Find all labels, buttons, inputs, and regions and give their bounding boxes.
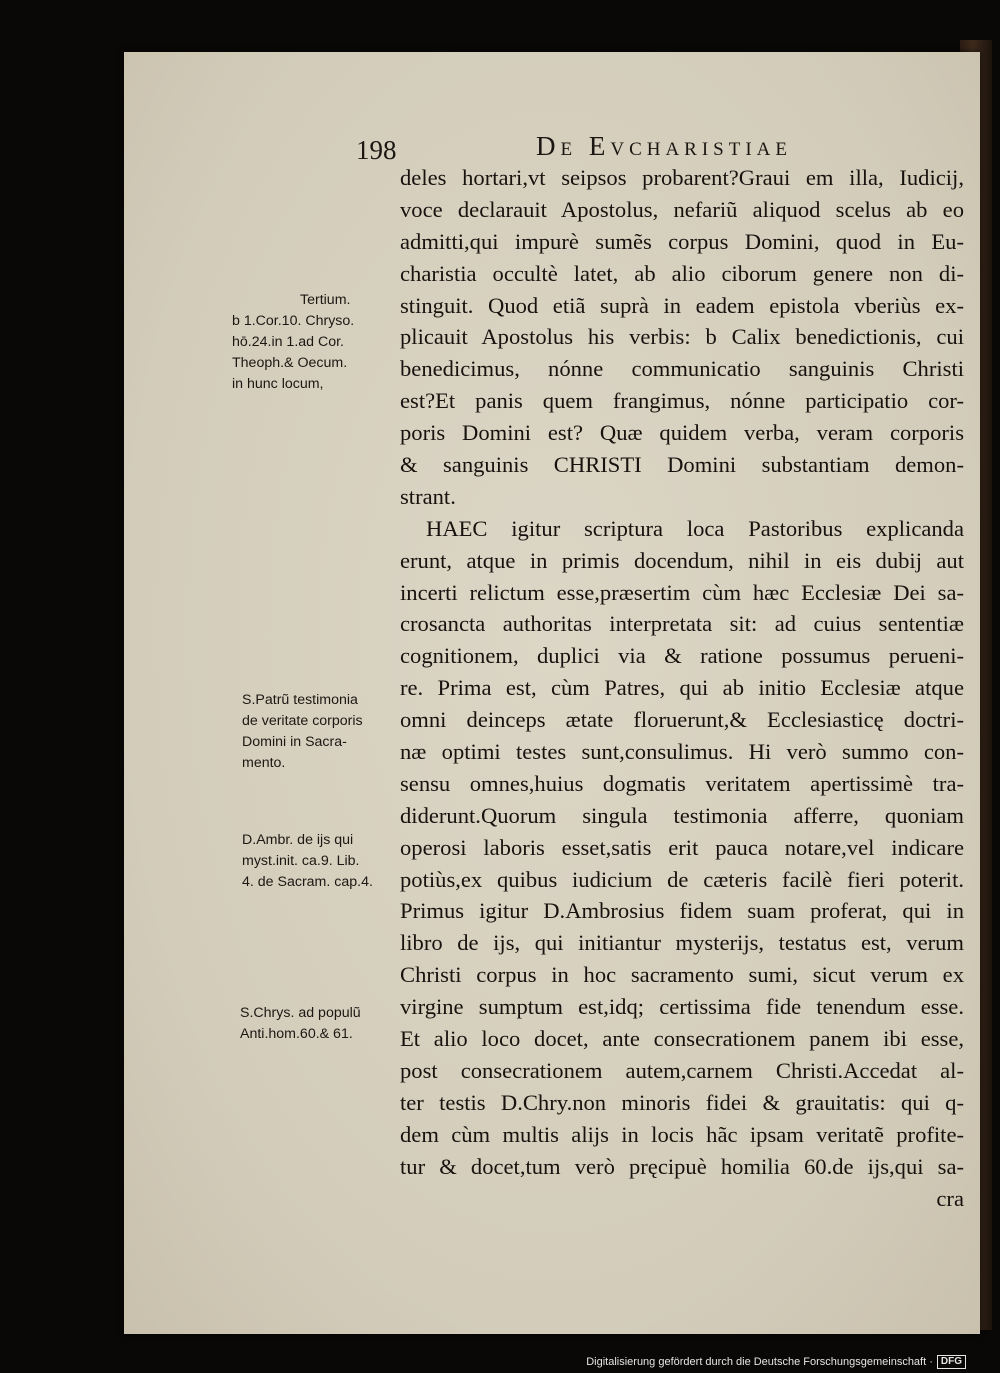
text-line: plicauit Apostolus his verbis: b Calix benedictionis, cui (400, 324, 964, 350)
text-line: deles hortari,vt seipsos probarent?Graui em illa, Iudicij, (400, 165, 964, 190)
text-line: ter testis D.Chry.non minoris fidei & grauitatis: qui q- (400, 1089, 964, 1115)
marginal-line: D.Ambr. de ijs qui (242, 832, 354, 848)
text-line: crosancta authoritas interpretata sit: ad cuius sententiæ (400, 611, 964, 637)
marginal-line: S.Chrys. ad populũ (240, 1005, 361, 1021)
text-line: operosi laboris esset,satis erit pauca notare,vel indicare (400, 834, 964, 860)
text-line: admitti,qui impurè sumẽs corpus Domini, quod in Eu- (400, 228, 964, 254)
marginal-line: Domini in Sacra- (242, 734, 347, 750)
marginal-note-patrum (242, 690, 402, 774)
marginal-line: Anti.hom.60.& 61. (240, 1026, 353, 1042)
text-line: diderunt.Quorum singula testimonia afferre, quoniam (400, 802, 964, 828)
running-title: De Evcharistiae (536, 131, 793, 161)
text-line: Et alio loco docet, ante consecrationem panem ibi esse, (400, 1026, 964, 1052)
text-line: virgine sumptum est,idq; certissima fide tenendum esse. (400, 994, 964, 1020)
catchword: cra (936, 1185, 964, 1211)
main-text (400, 162, 964, 1214)
text-line: cognitionem, duplici via & ratione possumus perueni- (400, 643, 964, 669)
marginal-line: Tertium. (300, 292, 351, 308)
text-line: stinguit. Quod etiã suprà in eadem epistola vberiùs ex- (400, 292, 964, 318)
marginal-line: b 1.Cor.10. Chryso. (232, 313, 355, 329)
marginal-note-ambrosius (242, 830, 407, 893)
text-line: post consecrationem autem,carnem Christi.Accedat al- (400, 1057, 964, 1083)
marginal-line: myst.init. ca.9. Lib. (242, 853, 360, 869)
marginal-line: de veritate corporis (242, 713, 363, 729)
text-line: libro de ijs, qui initiantur mysterijs, testatus est, verum (400, 930, 964, 956)
text-line: strant. (400, 483, 456, 509)
text-line: næ optimi testes sunt,consulimus. Hi verò summo con- (400, 739, 964, 765)
marginal-line: hō.24.in 1.ad Cor. (232, 334, 345, 350)
marginal-line: 4. de Sacram. cap.4. (242, 874, 373, 890)
text-line: potiùs,ex quibus iudicium de cæteris facilè fieri poterit. (400, 866, 964, 892)
text-line: benedicimus, nónne communicatio sanguinis Christi (400, 356, 964, 382)
text-line: HAEC igitur scriptura loca Pastoribus explicanda (426, 515, 964, 541)
marginal-line: S.Patrũ testimonia (242, 692, 358, 708)
text-line: omni deinceps ætate floruerunt,& Ecclesiasticę doctri- (400, 707, 964, 733)
text-line: voce declarauit Apostolus, nefariũ aliquod scelus ab eo (400, 196, 964, 222)
text-line: est?Et panis quem frangimus, nónne participatio cor- (400, 388, 964, 414)
page-number: 198 (356, 135, 397, 165)
text-line: incerti relictum esse,præsertim cùm hæc Ecclesiæ Dei sa- (400, 579, 964, 605)
marginal-line: Theoph.& Oecum. (232, 355, 348, 371)
dfg-logo: DFG (937, 1355, 966, 1369)
text-line: charistia occultè latet, ab alio ciborum genere non di- (400, 260, 964, 286)
funding-credit: Digitalisierung gefördert durch die Deutsche Forschungsgemeinschaft · (586, 1356, 933, 1368)
marginal-note-tertium (232, 290, 400, 395)
text-line: sensu omnes,huius dogmatis veritatem apertissimè tra- (400, 770, 964, 796)
text-line: poris Domini est? Quæ quidem verba, veram corporis (400, 420, 964, 446)
marginal-line: in hunc locum, (232, 376, 324, 392)
digitization-footer (586, 1355, 966, 1369)
marginal-line: mento. (242, 755, 286, 771)
text-line: & sanguinis CHRISTI Domini substantiam demon- (400, 452, 964, 478)
text-line: Primus igitur D.Ambrosius fidem suam proferat, qui in (400, 898, 964, 924)
text-line: tur & docet,tum verò pręcipuè homilia 60.de ijs,qui sa- (400, 1153, 964, 1179)
marginal-note-chrysostomus (240, 1003, 405, 1045)
text-line: Christi corpus in hoc sacramento sumi, sicut verum ex (400, 962, 964, 988)
text-line: dem cùm multis alijs in locis hãc ipsam veritatẽ profite- (400, 1121, 964, 1147)
text-line: erunt, atque in primis docendum, nihil in eis dubij aut (400, 547, 964, 573)
text-line: re. Prima est, cùm Patres, qui ab initio Ecclesiæ atque (400, 675, 964, 701)
